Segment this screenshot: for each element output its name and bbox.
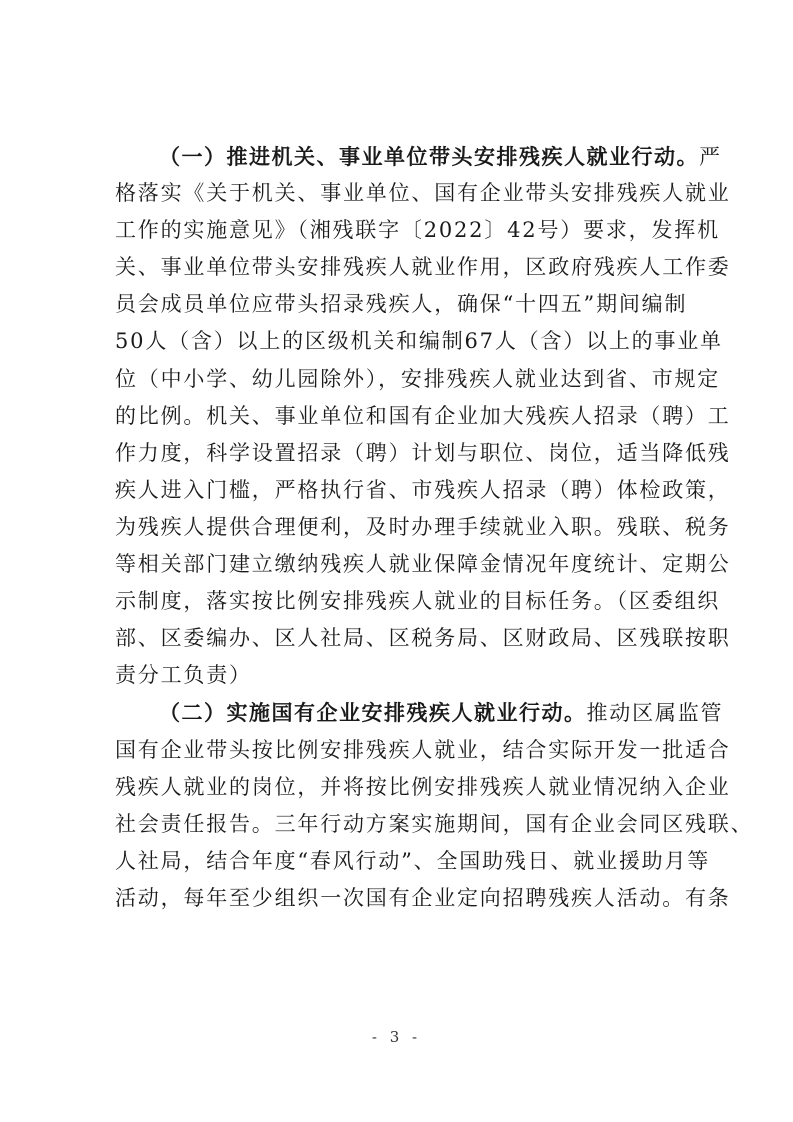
section-2-line-0: 推动区属监管	[586, 701, 724, 726]
section-2-line-2: 残疾人就业的岗位，并将按比例安排残疾人就业情况纳入企业	[115, 774, 731, 799]
section-1-line-8: 作力度，科学设置招录（聘）计划与职位、岗位，适当降低残	[115, 440, 731, 465]
section-1-line-10: 为残疾人提供合理便利，及时办理手续就业入职。残联、税务	[115, 514, 731, 539]
section-1-line-13: 部、区委编办、区人社局、区税务局、区财政局、区残联按职	[115, 626, 731, 651]
section-2-line-3: 社会责任报告。三年行动方案实施期间，国有企业会同区残联、	[115, 811, 754, 836]
section-1-line-6: 位（中小学、幼儿园除外），安排残疾人就业达到省、市规定	[115, 366, 721, 391]
section-1-line-3: 关、事业单位带头安排残疾人就业作用，区政府残疾人工作委	[115, 255, 731, 280]
section-2-heading: （二）实施国有企业安排残疾人就业行动。	[159, 700, 587, 726]
section-2-line-4: 人社局，结合年度“春风行动”、全国助残日、就业援助月等	[115, 848, 711, 873]
section-1-line-5: 50人（含）以上的区级机关和编制67人（含）以上的事业单	[115, 329, 723, 354]
document-body	[115, 138, 754, 917]
section-1-line-12: 示制度，落实按比例安排残疾人就业的目标任务。（区委组织	[115, 589, 721, 614]
section-2-first-line	[115, 694, 724, 731]
section-1-line-14: 责分工负责）	[115, 663, 252, 688]
section-1-line-2: 工作的实施意见》（湘残联字〔2022〕42号）要求，发挥机	[115, 218, 720, 243]
page-number: - 3 -	[371, 1028, 422, 1046]
section-1-first-line	[115, 138, 722, 175]
section-1-line-1: 格落实《关于机关、事业单位、国有企业带头安排残疾人就业	[115, 181, 731, 206]
section-1-line-0: 严	[699, 145, 722, 169]
section-1-line-11: 等相关部门建立缴纳残疾人就业保障金情况年度统计、定期公	[115, 552, 731, 577]
section-1-line-4: 员会成员单位应带头招录残疾人，确保“十四五”期间编制	[115, 292, 688, 317]
section-1-line-9: 疾人进入门槛，严格执行省、市残疾人招录（聘）体检政策，	[115, 477, 731, 502]
section-1-line-7: 的比例。机关、事业单位和国有企业加大残疾人招录（聘）工	[115, 403, 731, 428]
section-1-heading: （一）推进机关、事业单位带头安排残疾人就业行动。	[159, 144, 699, 169]
section-2-line-1: 国有企业带头按比例安排残疾人就业，结合实际开发一批适合	[115, 737, 731, 762]
section-2-line-5: 活动，每年至少组织一次国有企业定向招聘残疾人活动。有条	[115, 885, 731, 910]
